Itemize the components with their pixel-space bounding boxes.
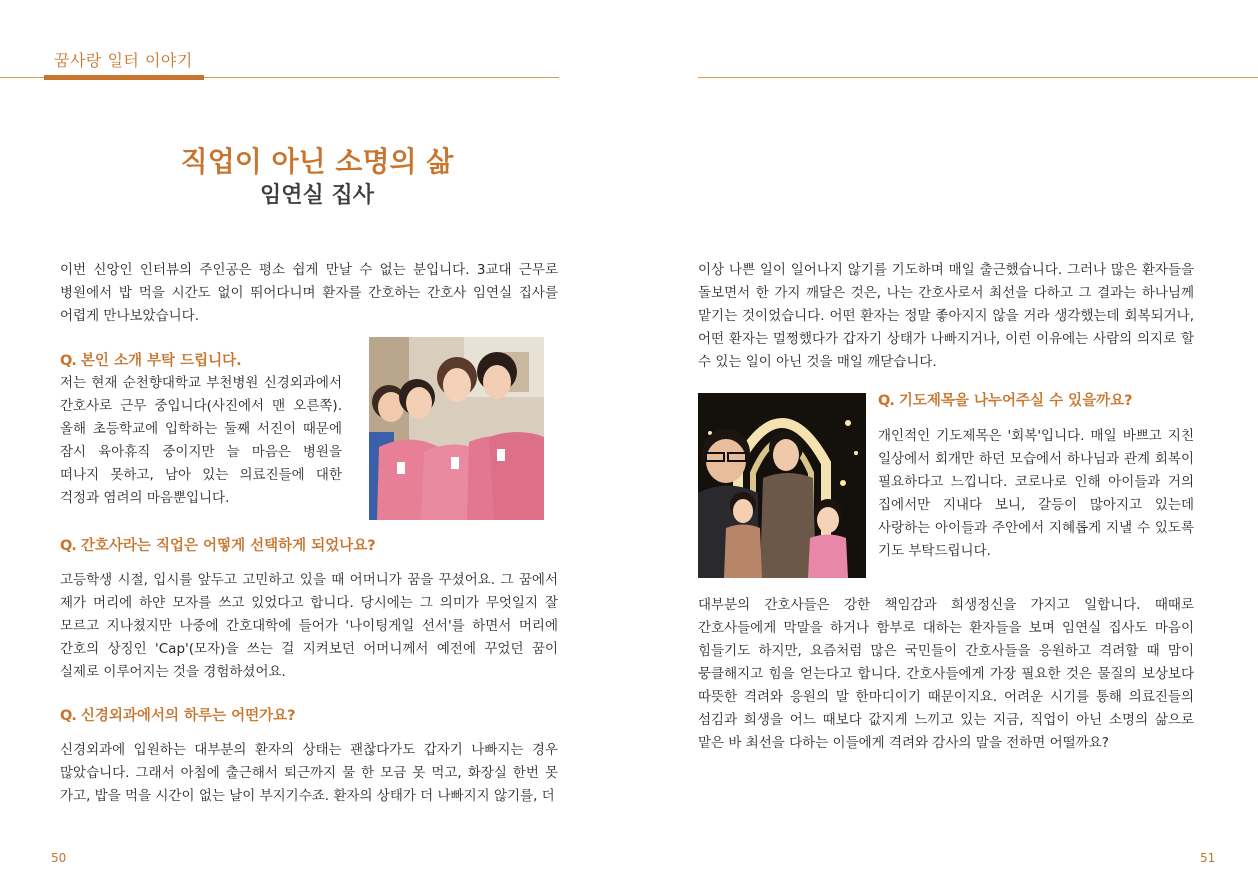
q-mark: Q. <box>60 538 76 554</box>
continued-paragraph: 이상 나쁜 일이 일어나지 않기를 기도하며 매일 출근했습니다. 그러나 많은 환자들을 돌보면서 한 가지 깨달은 것은, 나는 간호사로서 최선을 다하고 그 결과는 하나님께 맡기는 것이었습니다. 어떤 환자는 정말 좋아지지 않을 거라 생각했는데 회복되거나, 어떤 환자는 멀쩡했다가 갑자기 상태가 나빠지거나, 이런 이유에는 사람의 의지로 할 수 있는 일이 아닌 것을 매일 깨닫습니다. <box>698 262 1194 370</box>
question-1 <box>60 350 242 372</box>
answer-3: 신경외과에 입원하는 대부분의 환자의 상태는 괜찮다가도 갑자기 나빠지는 경우 많았습니다. 그래서 아침에 출근해서 퇴근까지 물 한 모금 못 먹고, 화장실 한번 못 가고, 밥을 먹을 시간이 없는 날이 부지기수죠. 환자의 상태가 더 나빠지지 않기를, 더 <box>60 742 558 804</box>
q-mark: Q. <box>60 353 76 369</box>
answer-2: 고등학생 시절, 입시를 앞두고 고민하고 있을 때 어머니가 꿈을 꾸셨어요. 그 꿈에서 제가 머리에 하얀 모자를 쓰고 있었다고 합니다. 당시에는 그 의미가 무엇일지 잘 모르고 지나쳤지만 나중에 간호대학에 들어가 '나이팅게일 선서'를 하면서 머리에 간호의 상징인 'Cap'(모자)을 쓰는 걸 지켜보던 어머니께서 예전에 꾸었던 꿈이 실제로 이루어지는 것을 경험하셨어요. <box>60 572 558 680</box>
question-3-text: 신경외과에서의 하루는 어떤가요? <box>80 708 296 724</box>
closing-paragraph: 대부분의 간호사들은 강한 책임감과 희생정신을 가지고 일합니다. 때때로 간호사들에게 막말을 하거나 함부로 대하는 환자들을 보며 임연실 집사도 마음이 힘들기도 하지만, 요즘처럼 많은 국민들이 간호사들을 응원하고 격려할 때 맘이 뭉클해지고 힘을 얻는다고 합니다. 간호사들에게 가장 필요한 것은 물질의 보상보다 따뜻한 격려와 응원의 말 한마디이기 때문이지요. 어려운 시기를 통해 의료진들의 섬김과 희생을 어느 때보다 값지게 느끼고 있는 지금, 직업이 아닌 소명의 삶으로 맡은 바 최선을 다하는 이들에게 격려와 감사의 말을 전하면 어떨까요? <box>698 597 1194 751</box>
answer-4: 개인적인 기도제목은 '회복'입니다. 매일 바쁘고 지친 일상에서 회개만 하던 모습에서 하나님과 관계 회복이 필요하다고 느낍니다. 코로나로 인해 아이들과 거의 집에서만 지내다 보니, 갈등이 많아지고 있는데 사랑하는 아이들과 주안에서 지혜롭게 지낼 수 있도록 기도 부탁드립니다. <box>878 428 1194 559</box>
q-mark: Q. <box>878 393 894 409</box>
article-title: 직업이 아닌 소명의 삶 <box>180 145 454 178</box>
question-4 <box>878 390 1133 412</box>
page-number-right: 51 <box>1200 851 1216 865</box>
intro-paragraph: 이번 신앙인 인터뷰의 주인공은 평소 쉽게 만날 수 없는 분입니다. 3교대 근무로 병원에서 밥 먹을 시간도 없이 뛰어다니며 환자를 간호하는 간호사 임연실 집사를 어렵게 만나보았습니다. <box>60 262 558 324</box>
question-1-text: 본인 소개 부탁 드립니다. <box>80 353 242 369</box>
question-3 <box>60 705 296 727</box>
question-2 <box>60 535 376 557</box>
q-mark: Q. <box>60 708 76 724</box>
header-rule-right <box>698 77 1258 78</box>
section-label: 꿈사랑 일터 이야기 <box>54 51 193 70</box>
question-4-text: 기도제목을 나누어주실 수 있을까요? <box>898 393 1133 409</box>
family-photo <box>698 393 866 578</box>
nurses-photo <box>369 337 544 520</box>
question-2-text: 간호사라는 직업은 어떻게 선택하게 되었나요? <box>80 538 376 554</box>
page-number-left: 50 <box>51 851 67 865</box>
article-subtitle: 임연실 집사 <box>260 183 374 208</box>
answer-1: 저는 현재 순천향대학교 부천병원 신경외과에서 간호사로 근무 중입니다(사진에서 맨 오른쪽). 올해 초등학교에 입학하는 둘째 서진이 때문에 잠시 육아휴직 중이지만 늘 마음은 병원을 떠나지 못하고, 남아 있는 의료진들에 대한 걱정과 염려의 마음뿐입니다. <box>60 375 342 506</box>
header-rule-accent <box>44 75 204 80</box>
